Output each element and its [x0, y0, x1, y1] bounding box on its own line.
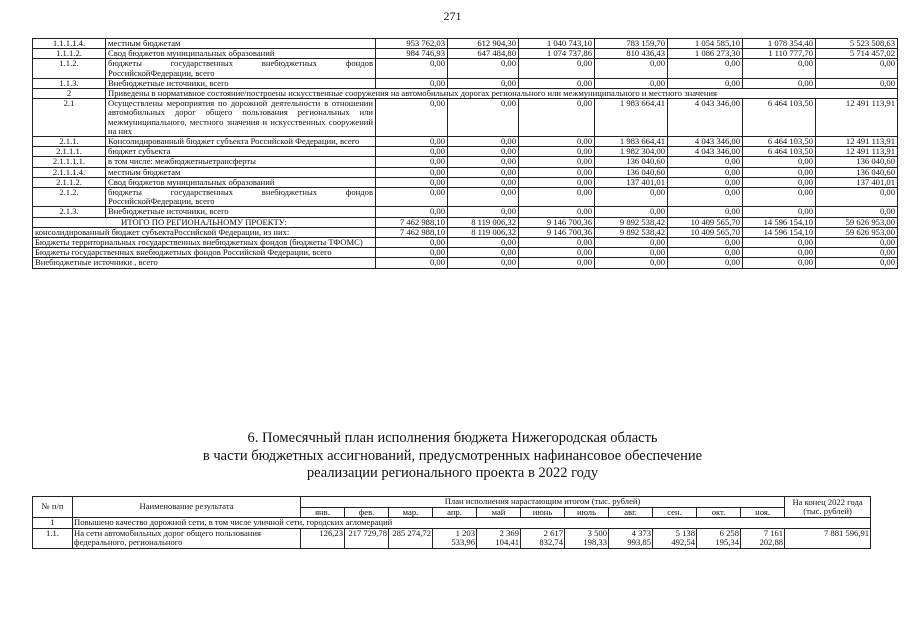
value-cell: 0,00 [376, 248, 448, 258]
value-cell: 0,00 [743, 167, 816, 177]
row-name: Свод бюджетов муниципальных образований [106, 49, 376, 59]
value-cell: 6 464 103,50 [743, 99, 816, 137]
value-cell: 5 523 508,63 [816, 39, 898, 49]
value-cell: 0,00 [595, 258, 668, 268]
row-code: 2.1.1. [33, 137, 106, 147]
value-cell: 0,00 [448, 258, 519, 268]
value-cell: 136 040,60 [595, 157, 668, 167]
row-total-label: консолидированный бюджет субъектаРоссийской Федерации, из них: [33, 227, 376, 237]
section-title-line: в части бюджетных ассигнований, предусмотренных нафинансовое обеспечение [202, 447, 703, 464]
table-row [33, 39, 898, 49]
year-end-value: 7 881 596,91 [785, 528, 871, 548]
row-name: Осуществлены мероприятия по дорожной деятельности в отношении автомобильных дорог общего пользования региональных или межмуниципального, местного значения и искусственных сооружений на них [106, 99, 376, 137]
value-cell: 1 982 304,00 [595, 147, 668, 157]
row-code: 2.1.2. [33, 188, 106, 207]
value-cell: 0,00 [743, 207, 816, 217]
value-cell: 59 626 953,00 [816, 217, 898, 227]
row-total-label: Внебюджетные источники , всего [33, 258, 376, 268]
value-cell: 0,00 [595, 238, 668, 248]
value-cell: 0,00 [743, 78, 816, 88]
month-value: 6 258 195,34 [697, 528, 741, 548]
value-cell: 0,00 [376, 59, 448, 78]
value-cell: 0,00 [816, 78, 898, 88]
value-cell: 0,00 [668, 59, 743, 78]
value-cell: 0,00 [376, 99, 448, 137]
value-cell: 4 043 346,00 [668, 147, 743, 157]
value-cell: 4 043 346,00 [668, 137, 743, 147]
month-value: 4 373 993,85 [609, 528, 653, 548]
value-cell: 0,00 [376, 238, 448, 248]
value-cell: 984 746,93 [376, 49, 448, 59]
row-code: 2.1.1.1. [33, 147, 106, 157]
month-value: 285 274,72 [389, 528, 433, 548]
value-cell: 0,00 [668, 238, 743, 248]
value-cell: 0,00 [448, 147, 519, 157]
value-cell: 0,00 [816, 207, 898, 217]
value-cell: 7 462 988,10 [376, 227, 448, 237]
table-row [33, 137, 898, 147]
header-result-name: Наименование результата [73, 497, 301, 518]
month-header: фев. [345, 507, 389, 518]
value-cell: 6 464 103,50 [743, 147, 816, 157]
table-row [33, 188, 898, 207]
month-value: 126,23 [301, 528, 345, 548]
month-header: авг. [609, 507, 653, 518]
page-number: 271 [443, 9, 462, 23]
value-cell: 9 892 538,42 [595, 227, 668, 237]
section-title-line: реализации регионального проекта в 2022 году [306, 465, 599, 481]
row-name: Внебюджетные источники, всего [106, 207, 376, 217]
value-cell: 0,00 [668, 167, 743, 177]
value-cell: 0,00 [376, 78, 448, 88]
value-cell: 612 904,30 [448, 39, 519, 49]
value-cell: 810 436,43 [595, 49, 668, 59]
value-cell: 0,00 [743, 177, 816, 187]
value-cell: 14 596 154,10 [743, 227, 816, 237]
month-header: май [477, 507, 521, 518]
month-header: сен. [653, 507, 697, 518]
value-cell: 1 983 664,41 [595, 99, 668, 137]
row-name: местным бюджетам [106, 167, 376, 177]
table-row [33, 89, 898, 99]
row-name: бюджеты государственных внебюджетных фондов РоссийскойФедерации, всего [106, 59, 376, 78]
row-name: На сети автомобильных дорог общего пользования федерального, регионального [73, 528, 301, 548]
value-cell: 0,00 [668, 78, 743, 88]
table-row [33, 177, 898, 187]
value-cell: 0,00 [519, 78, 595, 88]
value-cell: 0,00 [816, 258, 898, 268]
value-cell: 0,00 [448, 167, 519, 177]
value-cell: 953 762,03 [376, 39, 448, 49]
value-cell: 8 119 006,32 [448, 227, 519, 237]
value-cell: 0,00 [448, 59, 519, 78]
month-header: апр. [433, 507, 477, 518]
value-cell: 0,00 [668, 177, 743, 187]
value-cell: 12 491 113,91 [816, 99, 898, 137]
value-cell: 0,00 [595, 78, 668, 88]
value-cell: 0,00 [376, 258, 448, 268]
value-cell: 0,00 [519, 99, 595, 137]
value-cell: 0,00 [448, 177, 519, 187]
value-cell: 1 086 273,30 [668, 49, 743, 59]
budget-table [32, 38, 898, 269]
value-cell: 0,00 [448, 188, 519, 207]
value-cell: 0,00 [519, 157, 595, 167]
value-cell: 0,00 [668, 188, 743, 207]
value-cell: 12 491 113,91 [816, 137, 898, 147]
value-cell: 647 484,80 [448, 49, 519, 59]
row-name: Свод бюджетов муниципальных образований [106, 177, 376, 187]
value-cell: 0,00 [519, 248, 595, 258]
row-code: 1.1.2. [33, 59, 106, 78]
table-row [33, 147, 898, 157]
month-value: 3 500 198,33 [565, 528, 609, 548]
row-total-label: Бюджеты государственных внебюджетных фондов Российской Федерации, всего [33, 248, 376, 258]
value-cell: 6 464 103,50 [743, 137, 816, 147]
monthly-plan-table [32, 496, 871, 549]
month-header: мар. [389, 507, 433, 518]
row-code: 2.1.1.1.1. [33, 157, 106, 167]
value-cell: 0,00 [743, 248, 816, 258]
month-header: ноя. [741, 507, 785, 518]
row-code: 1.1.3. [33, 78, 106, 88]
value-cell: 0,00 [668, 248, 743, 258]
value-cell: 137 401,01 [595, 177, 668, 187]
value-cell: 0,00 [448, 207, 519, 217]
value-cell: 0,00 [376, 167, 448, 177]
value-cell: 0,00 [743, 59, 816, 78]
value-cell: 0,00 [595, 59, 668, 78]
row-name: местным бюджетам [106, 39, 376, 49]
row-section-text: Приведены в нормативное состояние/построены искусственные сооружения на автомобильных дорогах регионального или межмуниципального и местного значения [106, 89, 898, 99]
value-cell: 0,00 [743, 157, 816, 167]
table-row [33, 49, 898, 59]
row-name: бюджет субъекта [106, 147, 376, 157]
row-code: 2.1.1.2. [33, 177, 106, 187]
month-header: июнь [521, 507, 565, 518]
value-cell: 0,00 [595, 188, 668, 207]
value-cell: 0,00 [376, 177, 448, 187]
value-cell: 1 074 737,86 [519, 49, 595, 59]
row-code: 2.1 [33, 99, 106, 137]
value-cell: 12 491 113,91 [816, 147, 898, 157]
value-cell: 0,00 [743, 258, 816, 268]
table-row [33, 99, 898, 137]
value-cell: 0,00 [743, 238, 816, 248]
value-cell: 0,00 [519, 147, 595, 157]
value-cell: 59 626 953,00 [816, 227, 898, 237]
row-code: 1.1.1.2. [33, 49, 106, 59]
value-cell: 9 892 538,42 [595, 217, 668, 227]
value-cell: 1 078 354,40 [743, 39, 816, 49]
value-cell: 0,00 [448, 157, 519, 167]
row-total-label: Бюджеты территориальных государственных внебюджетных фондов (бюджеты ТФОМС) [33, 238, 376, 248]
month-header: янв. [301, 507, 345, 518]
value-cell: 7 462 988,10 [376, 217, 448, 227]
row-name: в том числе: межбюджетныетрансферты [106, 157, 376, 167]
value-cell: 136 040,60 [595, 167, 668, 177]
value-cell: 5 714 457,02 [816, 49, 898, 59]
table-row [33, 238, 898, 248]
value-cell: 0,00 [448, 137, 519, 147]
section-text: Повышено качество дорожной сети, в том числе уличной сети, городских агломераций [73, 518, 871, 529]
value-cell: 0,00 [519, 238, 595, 248]
table-row [33, 167, 898, 177]
section-number: 1 [33, 518, 73, 529]
value-cell: 0,00 [519, 59, 595, 78]
value-cell: 0,00 [816, 188, 898, 207]
row-name: Консолидированный бюджет субъекта Российской Федерации, всего [106, 137, 376, 147]
value-cell: 14 596 154,10 [743, 217, 816, 227]
value-cell: 0,00 [519, 258, 595, 268]
value-cell: 0,00 [519, 137, 595, 147]
value-cell: 1 110 777,70 [743, 49, 816, 59]
value-cell: 0,00 [519, 167, 595, 177]
table-row [33, 248, 898, 258]
table-row [33, 207, 898, 217]
row-code: 2.1.3. [33, 207, 106, 217]
month-value: 217 729,78 [345, 528, 389, 548]
value-cell: 783 159,70 [595, 39, 668, 49]
value-cell: 0,00 [376, 207, 448, 217]
value-cell: 0,00 [376, 188, 448, 207]
value-cell: 0,00 [519, 188, 595, 207]
value-cell: 0,00 [668, 258, 743, 268]
value-cell: 1 040 743,10 [519, 39, 595, 49]
value-cell: 4 043 346,00 [668, 99, 743, 137]
row-name: Внебюджетные источники, всего [106, 78, 376, 88]
value-cell: 1 983 664,41 [595, 137, 668, 147]
value-cell: 0,00 [816, 248, 898, 258]
value-cell: 136 040,60 [816, 157, 898, 167]
row-code: 1.1.1.1.4. [33, 39, 106, 49]
header-year-end: На конец 2022 года (тыс. рублей) [785, 497, 871, 518]
table-row [33, 217, 898, 227]
month-header: июль [565, 507, 609, 518]
value-cell: 10 409 565,70 [668, 227, 743, 237]
month-value: 1 203 533,96 [433, 528, 477, 548]
table-row [33, 157, 898, 167]
month-value: 5 138 492,54 [653, 528, 697, 548]
month-value: 2 369 104,41 [477, 528, 521, 548]
month-header: окт. [697, 507, 741, 518]
value-cell: 0,00 [816, 238, 898, 248]
row-number: 1.1. [33, 528, 73, 548]
value-cell: 0,00 [448, 99, 519, 137]
value-cell: 0,00 [519, 177, 595, 187]
value-cell: 0,00 [668, 157, 743, 167]
value-cell: 0,00 [816, 59, 898, 78]
table-row [33, 59, 898, 78]
month-value: 7 161 202,88 [741, 528, 785, 548]
value-cell: 0,00 [376, 147, 448, 157]
value-cell: 0,00 [448, 78, 519, 88]
month-value: 2 617 832,74 [521, 528, 565, 548]
header-number: № п/п [33, 497, 73, 518]
section-title-line: 6. Помесячный план исполнения бюджета Нижегородская область [247, 430, 658, 446]
row-total-label: ИТОГО ПО РЕГИОНАЛЬНОМУ ПРОЕКТУ: [33, 217, 376, 227]
row-name: бюджеты государственных внебюджетных фондов РоссийскойФедерации, всего [106, 188, 376, 207]
value-cell: 0,00 [668, 207, 743, 217]
value-cell: 1 054 585,10 [668, 39, 743, 49]
value-cell: 0,00 [519, 207, 595, 217]
value-cell: 0,00 [448, 238, 519, 248]
table-row [33, 258, 898, 268]
value-cell: 0,00 [376, 157, 448, 167]
value-cell: 0,00 [376, 137, 448, 147]
table-row [33, 78, 898, 88]
value-cell: 137 401,01 [816, 177, 898, 187]
value-cell: 9 146 700,36 [519, 217, 595, 227]
value-cell: 10 409 565,70 [668, 217, 743, 227]
header-plan: План исполнения нарастающим итогом (тыс. рублей) [301, 497, 785, 508]
value-cell: 8 119 006,32 [448, 217, 519, 227]
value-cell: 0,00 [595, 248, 668, 258]
value-cell: 9 146 700,36 [519, 227, 595, 237]
row-code: 2 [33, 89, 106, 99]
value-cell: 0,00 [595, 207, 668, 217]
table-row [33, 227, 898, 237]
value-cell: 0,00 [743, 188, 816, 207]
row-code: 2.1.1.1.4. [33, 167, 106, 177]
value-cell: 0,00 [448, 248, 519, 258]
value-cell: 136 040,60 [816, 167, 898, 177]
section-title [0, 430, 905, 483]
